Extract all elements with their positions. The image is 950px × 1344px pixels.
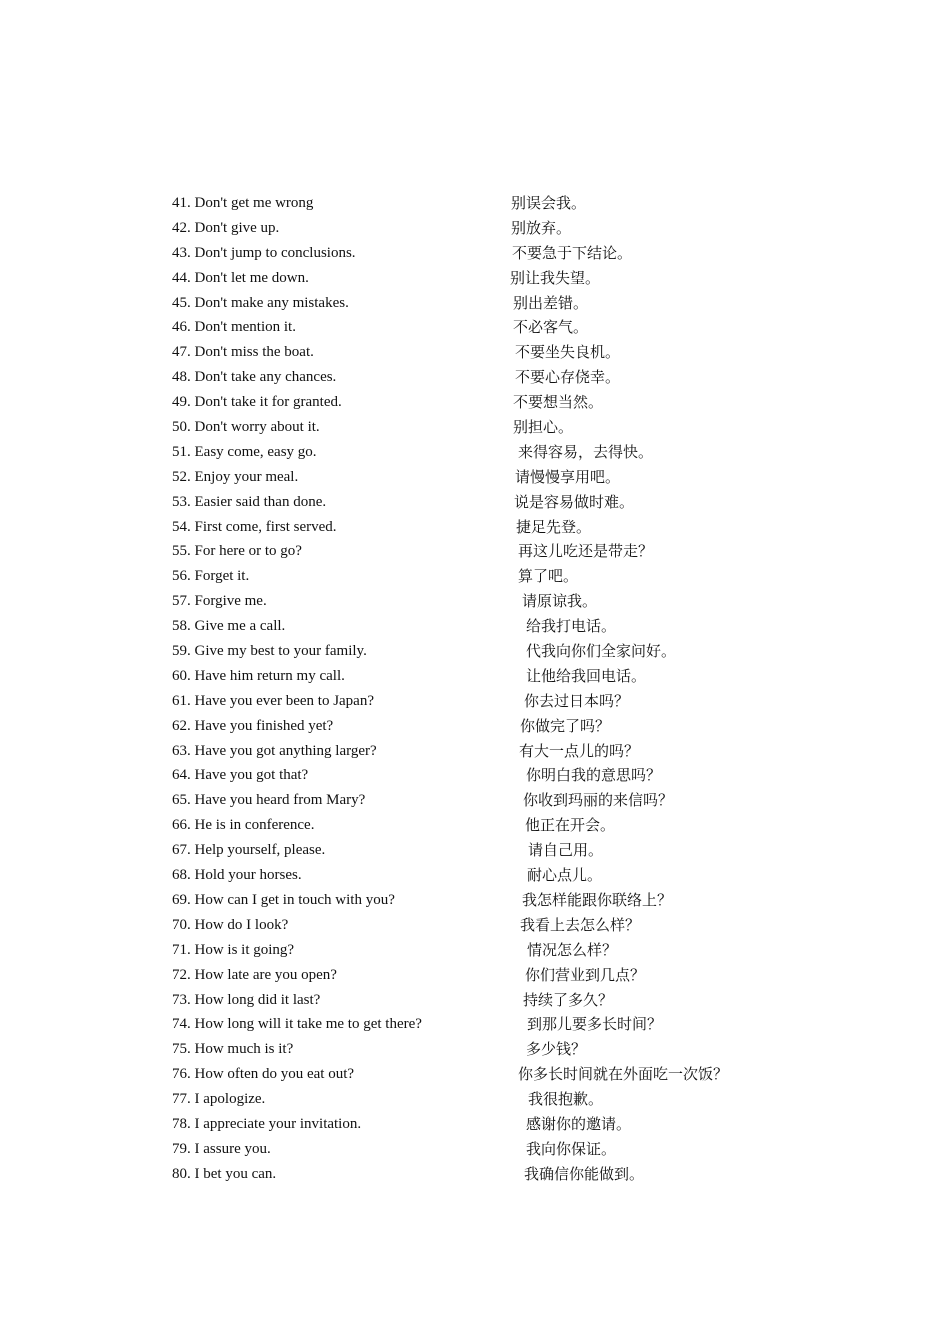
phrase-row <box>172 515 792 540</box>
phrase-row <box>172 639 792 664</box>
chinese-translation: 你多长时间就在外面吃一次饭？ <box>518 1065 729 1084</box>
english-phrase: 74. How long will it take me to get there? <box>172 1016 422 1033</box>
chinese-translation: 感谢你的邀请。 <box>526 1114 632 1133</box>
phrase-row <box>172 440 792 465</box>
english-phrase: 56. Forget it. <box>172 568 250 585</box>
chinese-translation: 说是容易做时难。 <box>514 492 635 511</box>
chinese-translation: 持续了多久？ <box>523 990 614 1009</box>
english-phrase: 61. Have you ever been to Japan? <box>172 692 375 709</box>
chinese-translation: 多少钱？ <box>526 1040 587 1059</box>
phrase-row <box>172 340 792 365</box>
chinese-translation: 请原谅我。 <box>522 592 598 611</box>
english-phrase: 68. Hold your horses. <box>172 867 302 884</box>
phrase-row <box>172 614 792 639</box>
phrase-row <box>172 938 792 963</box>
chinese-translation: 别放弃。 <box>511 218 572 237</box>
phrase-row <box>172 838 792 863</box>
chinese-translation: 再这儿吃还是带走？ <box>518 542 654 561</box>
english-phrase: 71. How is it going? <box>172 941 295 958</box>
phrase-row <box>172 1112 792 1137</box>
english-phrase: 64. Have you got that? <box>172 767 309 784</box>
english-phrase: 48. Don't take any chances. <box>172 369 337 386</box>
phrase-row <box>172 365 792 390</box>
english-phrase: 58. Give me a call. <box>172 618 286 635</box>
english-phrase: 78. I appreciate your invitation. <box>172 1115 362 1132</box>
chinese-translation: 你们营业到几点？ <box>525 965 646 984</box>
chinese-translation: 我怎样能跟你联络上？ <box>522 890 673 909</box>
chinese-translation: 不必客气。 <box>513 318 589 337</box>
chinese-translation: 你收到玛丽的来信吗？ <box>523 791 674 810</box>
phrase-row <box>172 465 792 490</box>
chinese-translation: 让他给我回电话。 <box>526 666 647 685</box>
english-phrase: 43. Don't jump to conclusions. <box>172 244 356 261</box>
phrase-row <box>172 415 792 440</box>
phrase-row <box>172 1137 792 1162</box>
chinese-translation: 你明白我的意思吗？ <box>526 766 662 785</box>
phrase-row <box>172 1087 792 1112</box>
english-phrase: 72. How late are you open? <box>172 966 337 983</box>
phrase-row <box>172 539 792 564</box>
english-phrase: 46. Don't mention it. <box>172 319 296 336</box>
english-phrase: 53. Easier said than done. <box>172 493 327 510</box>
phrase-row <box>172 390 792 415</box>
phrase-row <box>172 241 792 266</box>
chinese-translation: 耐心点儿。 <box>527 866 603 885</box>
phrase-row <box>172 763 792 788</box>
phrase-list <box>172 191 792 1187</box>
chinese-translation: 有大一点儿的吗？ <box>519 741 640 760</box>
english-phrase: 65. Have you heard from Mary? <box>172 792 366 809</box>
chinese-translation: 来得容易，去得快。 <box>518 442 654 461</box>
english-phrase: 55. For here or to go? <box>172 543 302 560</box>
chinese-translation: 算了吧。 <box>518 567 579 586</box>
phrase-row <box>172 589 792 614</box>
phrase-row <box>172 963 792 988</box>
english-phrase: 54. First come, first served. <box>172 518 337 535</box>
english-phrase: 49. Don't take it for granted. <box>172 394 342 411</box>
english-phrase: 62. Have you finished yet? <box>172 717 334 734</box>
phrase-row <box>172 1162 792 1187</box>
chinese-translation: 别让我失望。 <box>510 268 601 287</box>
phrase-row <box>172 813 792 838</box>
chinese-translation: 代我向你们全家问好。 <box>526 642 677 661</box>
english-phrase: 63. Have you got anything larger? <box>172 742 377 759</box>
phrase-row <box>172 788 792 813</box>
chinese-translation: 不要想当然。 <box>513 393 604 412</box>
phrase-row <box>172 1012 792 1037</box>
chinese-translation: 不要急于下结论。 <box>512 243 633 262</box>
english-phrase: 69. How can I get in touch with you? <box>172 891 395 908</box>
phrase-row <box>172 913 792 938</box>
english-phrase: 60. Have him return my call. <box>172 667 345 684</box>
phrase-row <box>172 490 792 515</box>
english-phrase: 76. How often do you eat out? <box>172 1066 355 1083</box>
english-phrase: 80. I bet you can. <box>172 1165 277 1182</box>
chinese-translation: 我确信你能做到。 <box>524 1164 645 1183</box>
chinese-translation: 情况怎么样？ <box>527 940 618 959</box>
english-phrase: 79. I assure you. <box>172 1140 271 1157</box>
phrase-row <box>172 988 792 1013</box>
english-phrase: 50. Don't worry about it. <box>172 419 320 436</box>
phrase-row <box>172 863 792 888</box>
english-phrase: 51. Easy come, easy go. <box>172 443 317 460</box>
phrase-row <box>172 1062 792 1087</box>
english-phrase: 59. Give my best to your family. <box>172 643 367 660</box>
chinese-translation: 你做完了吗？ <box>520 716 611 735</box>
chinese-translation: 你去过日本吗？ <box>524 691 630 710</box>
chinese-translation: 别出差错。 <box>513 293 589 312</box>
chinese-translation: 我向你保证。 <box>526 1139 617 1158</box>
english-phrase: 77. I apologize. <box>172 1091 266 1108</box>
english-phrase: 66. He is in conference. <box>172 817 315 834</box>
chinese-translation: 别误会我。 <box>511 194 587 212</box>
phrase-row <box>172 1037 792 1062</box>
english-phrase: 41. Don't get me wrong <box>172 195 314 211</box>
phrase-row <box>172 216 792 241</box>
phrase-row <box>172 191 792 216</box>
english-phrase: 75. How much is it? <box>172 1041 294 1058</box>
phrase-row <box>172 664 792 689</box>
phrase-row <box>172 888 792 913</box>
phrase-row <box>172 689 792 714</box>
phrase-row <box>172 564 792 589</box>
english-phrase: 42. Don't give up. <box>172 219 280 236</box>
phrase-row <box>172 714 792 739</box>
chinese-translation: 他正在开会。 <box>525 816 616 835</box>
chinese-translation: 我看上去怎么样？ <box>520 915 641 934</box>
chinese-translation: 请慢慢享用吧。 <box>515 467 621 486</box>
english-phrase: 73. How long did it last? <box>172 991 321 1008</box>
chinese-translation: 捷足先登。 <box>516 517 592 536</box>
phrase-row <box>172 739 792 764</box>
english-phrase: 70. How do I look? <box>172 916 289 933</box>
english-phrase: 45. Don't make any mistakes. <box>172 294 349 311</box>
english-phrase: 67. Help yourself, please. <box>172 842 326 859</box>
phrase-row <box>172 266 792 291</box>
chinese-translation: 给我打电话。 <box>526 617 617 636</box>
english-phrase: 57. Forgive me. <box>172 593 267 610</box>
phrase-row <box>172 315 792 340</box>
chinese-translation: 我很抱歉。 <box>528 1090 604 1109</box>
phrase-row <box>172 291 792 316</box>
chinese-translation: 请自己用。 <box>528 841 604 860</box>
chinese-translation: 到那儿要多长时间？ <box>527 1015 663 1034</box>
english-phrase: 47. Don't miss the boat. <box>172 344 314 361</box>
english-phrase: 44. Don't let me down. <box>172 269 309 286</box>
english-phrase: 52. Enjoy your meal. <box>172 468 299 485</box>
chinese-translation: 不要心存侥幸。 <box>515 368 621 387</box>
chinese-translation: 不要坐失良机。 <box>515 343 621 362</box>
chinese-translation: 别担心。 <box>513 418 574 437</box>
